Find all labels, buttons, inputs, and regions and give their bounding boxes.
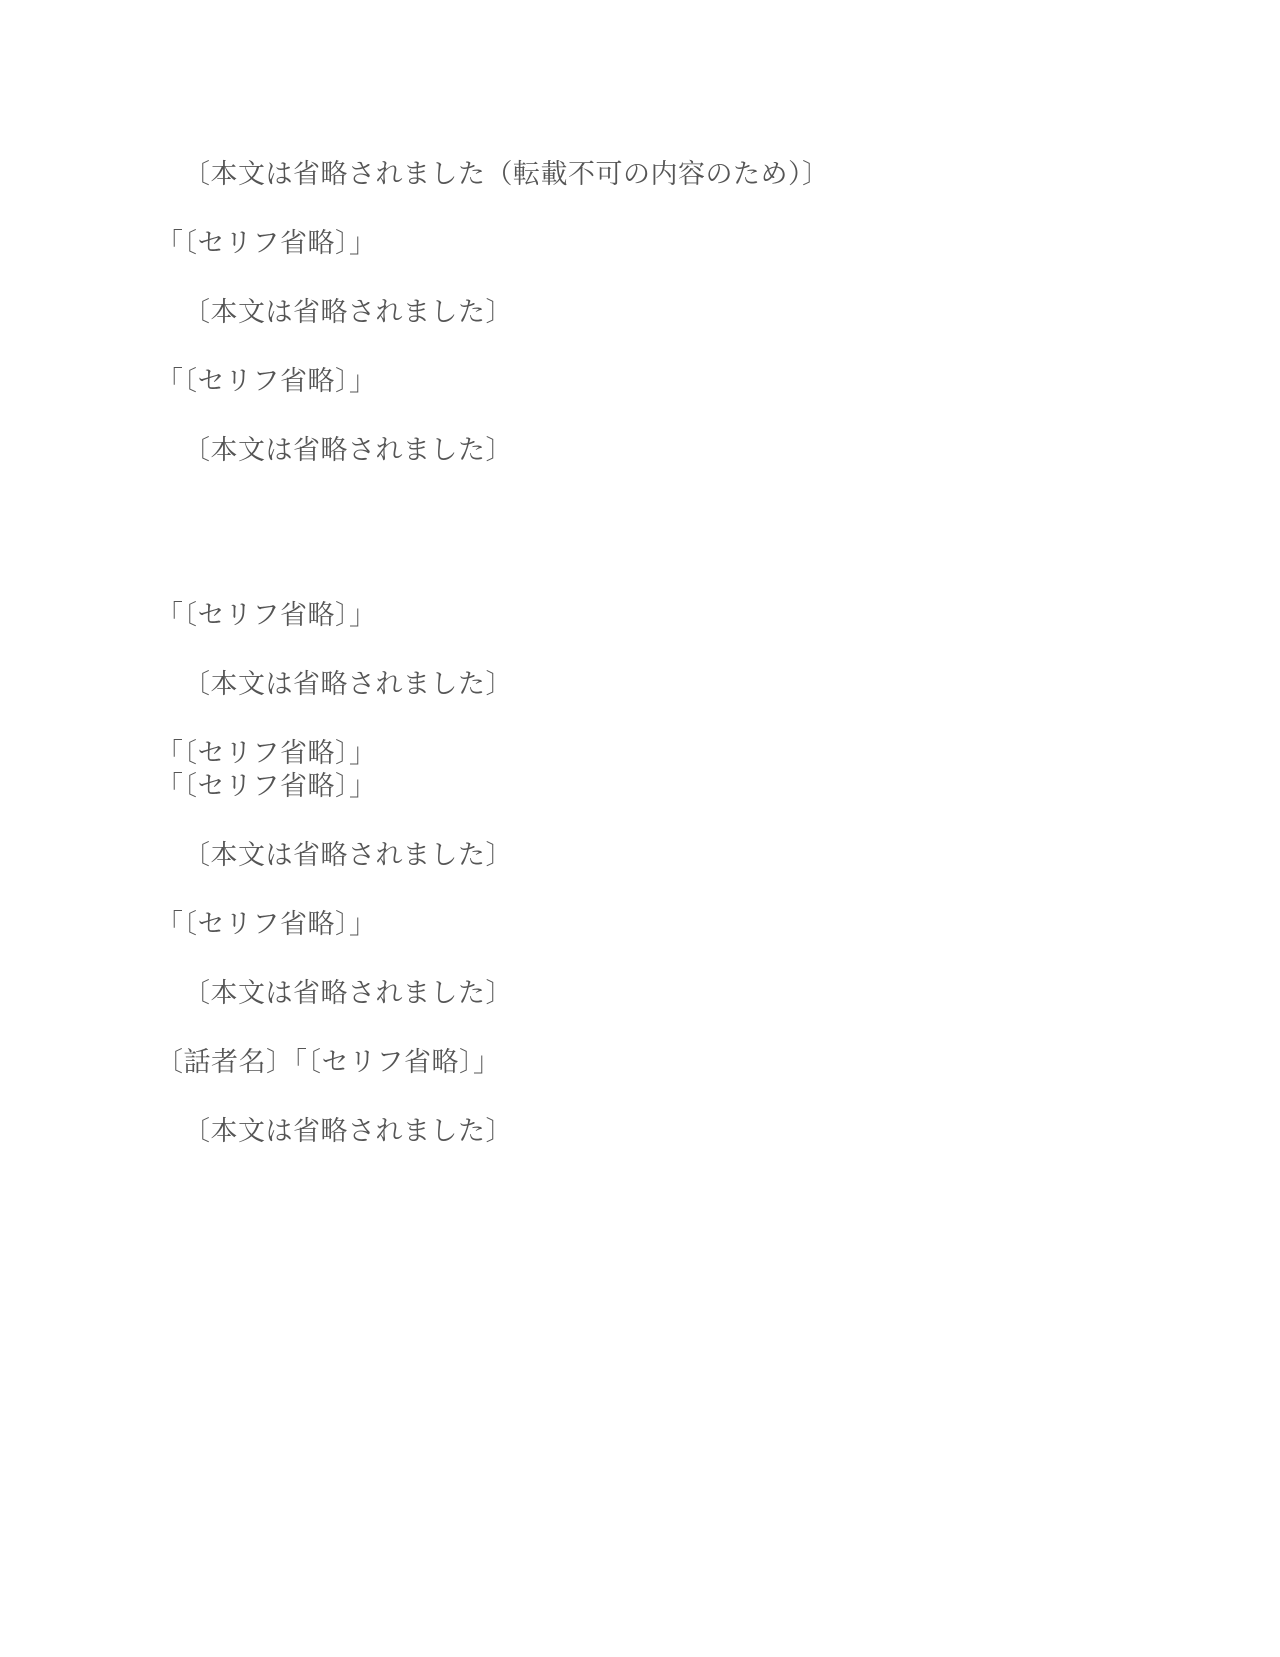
dialogue-line: 「〔セリフ省略〕」: [156, 909, 377, 940]
dialogue-line: 「〔セリフ省略〕」: [156, 228, 377, 259]
dialogue-line: 「〔セリフ省略〕」: [156, 771, 377, 802]
narration-paragraph: 〔本文は省略されました〕: [183, 297, 513, 328]
narration-paragraph: 〔本文は省略されました〕: [183, 1116, 513, 1147]
narration-paragraph: 〔本文は省略されました（転載不可の内容のため）〕: [183, 159, 830, 190]
scene-break-gap: [156, 503, 1140, 599]
narration-paragraph: 〔本文は省略されました〕: [183, 435, 513, 466]
dialogue-line: 〔話者名〕「〔セリフ省略〕」: [156, 1047, 501, 1078]
narration-paragraph: 〔本文は省略されました〕: [183, 669, 513, 700]
dialogue-line: 「〔セリフ省略〕」: [156, 738, 377, 769]
dialogue-line: 「〔セリフ省略〕」: [156, 600, 377, 631]
dialogue-line: 「〔セリフ省略〕」: [156, 366, 377, 397]
narration-paragraph: 〔本文は省略されました〕: [183, 840, 513, 871]
narration-paragraph: 〔本文は省略されました〕: [183, 978, 513, 1009]
